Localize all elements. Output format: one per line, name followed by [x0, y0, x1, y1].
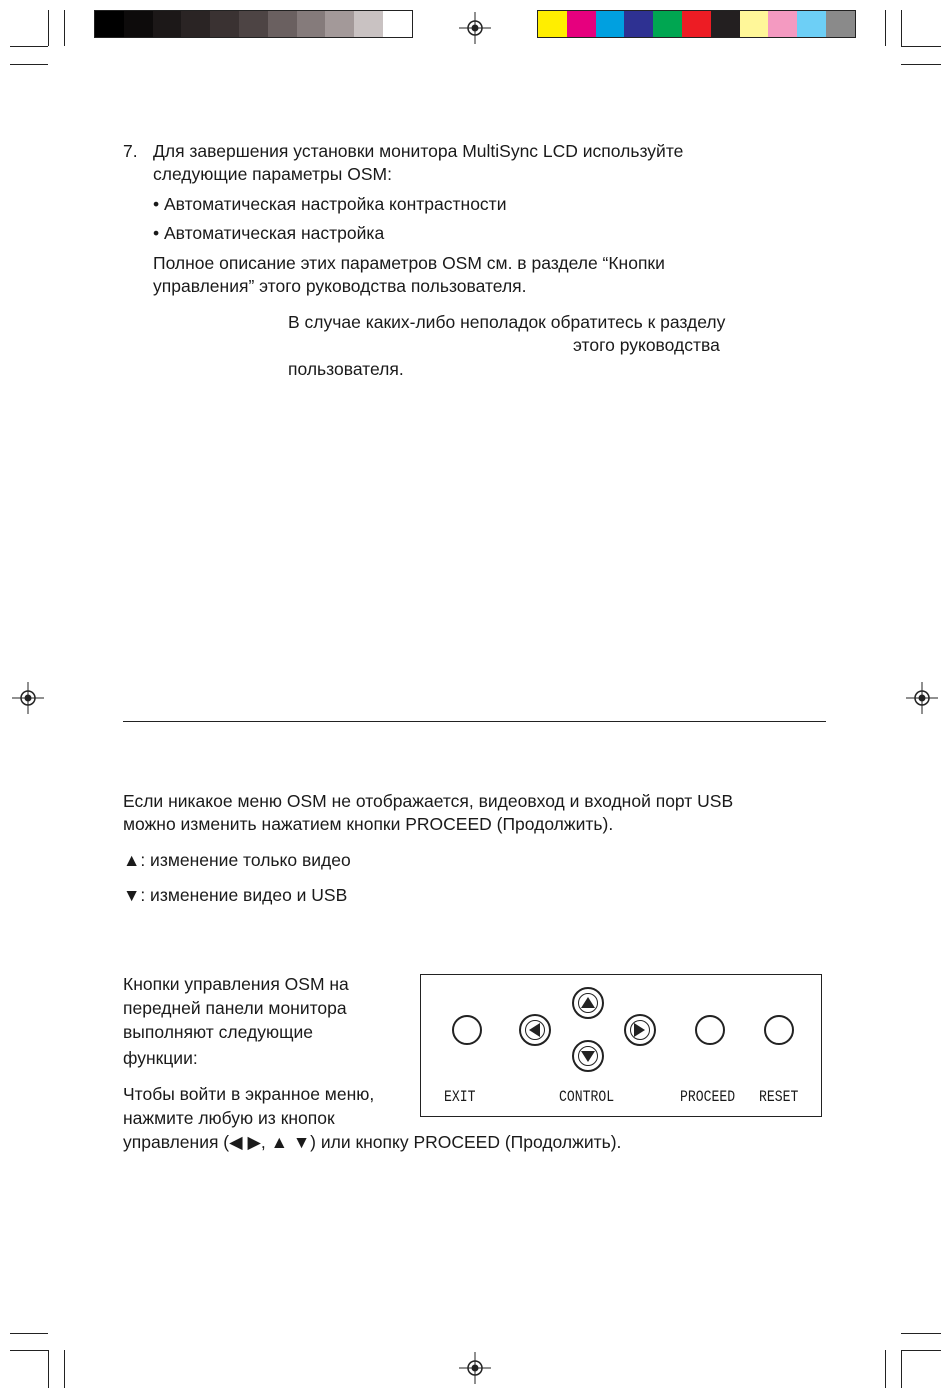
crop-mark: [885, 1350, 886, 1388]
color-calibration-strip: [537, 10, 856, 38]
color-swatch: [383, 11, 412, 37]
note-line: пользователя.: [288, 359, 404, 379]
controls-paragraph-line: нажмите любую из кнопок: [123, 1108, 335, 1128]
exit-label: EXIT: [444, 1088, 476, 1106]
color-swatch: [268, 11, 297, 37]
right-arrow-icon: [634, 1023, 645, 1037]
up-arrow-icon: [581, 997, 595, 1008]
crop-mark: [901, 1350, 941, 1351]
crop-mark: [64, 1350, 65, 1388]
section-divider: [123, 721, 826, 722]
registration-mark-icon: [459, 12, 491, 44]
color-swatch: [567, 11, 596, 37]
controls-paragraph-line: функции:: [123, 1048, 198, 1068]
crop-mark: [64, 10, 65, 46]
color-swatch: [740, 11, 769, 37]
step-number: 7.: [123, 141, 138, 161]
crop-mark: [10, 1350, 48, 1351]
proceed-label: PROCEED: [680, 1088, 736, 1106]
color-swatch: [124, 11, 153, 37]
controls-paragraph-line: Чтобы войти в экранное меню,: [123, 1084, 375, 1104]
description-line: Полное описание этих параметров OSM см. в разделе “Кнопки: [153, 253, 665, 273]
color-swatch: [153, 11, 182, 37]
down-arrow-item: [123, 884, 347, 907]
note-line: этого руководства: [573, 335, 720, 355]
bullet-item: • Автоматическая настройка контрастности: [153, 194, 507, 214]
color-swatch: [682, 11, 711, 37]
color-swatch: [297, 11, 326, 37]
up-triangle-icon: ▲: [123, 850, 141, 870]
registration-mark-icon: [906, 682, 938, 714]
reset-button[interactable]: [764, 1015, 794, 1045]
crop-mark: [901, 1333, 941, 1334]
color-swatch: [797, 11, 826, 37]
grayscale-calibration-strip: [94, 10, 413, 38]
color-swatch: [239, 11, 268, 37]
down-arrow-text: : изменение видео и USB: [140, 885, 348, 905]
color-swatch: [711, 11, 740, 37]
color-swatch: [538, 11, 567, 37]
crop-mark: [10, 64, 48, 65]
crop-mark: [48, 10, 49, 46]
step-text-line: Для завершения установки монитора MultiSync LCD используйте: [153, 141, 684, 161]
registration-mark-icon: [459, 1352, 491, 1384]
color-swatch: [354, 11, 383, 37]
crop-mark: [885, 10, 886, 46]
color-swatch: [768, 11, 797, 37]
color-swatch: [181, 11, 210, 37]
down-triangle-icon: ▼: [123, 885, 141, 905]
crop-mark: [901, 64, 941, 65]
crop-mark: [10, 46, 48, 47]
controls-paragraph-line: выполняют следующие: [123, 1022, 313, 1042]
paragraph-line: Если никакое меню OSM не отображается, видеовход и входной порт USB: [123, 791, 734, 811]
exit-button[interactable]: [452, 1015, 482, 1045]
up-arrow-text: : изменение только видео: [140, 850, 351, 870]
color-swatch: [596, 11, 625, 37]
description-line: управления” этого руководства пользователя.: [153, 276, 527, 296]
color-swatch: [624, 11, 653, 37]
color-swatch: [826, 11, 855, 37]
bullet-item: • Автоматическая настройка: [153, 223, 385, 243]
color-swatch: [325, 11, 354, 37]
color-swatch: [210, 11, 239, 37]
controls-paragraph-line: Кнопки управления OSM на: [123, 974, 349, 994]
reset-label: RESET: [759, 1088, 799, 1106]
paragraph-line: можно изменить нажатием кнопки PROCEED (Продолжить).: [123, 814, 614, 834]
step-text-line: следующие параметры OSM:: [153, 164, 392, 184]
registration-mark-icon: [12, 682, 44, 714]
down-arrow-icon: [581, 1051, 595, 1062]
color-swatch: [653, 11, 682, 37]
crop-mark: [10, 1333, 48, 1334]
controls-paragraph-line: передней панели монитора: [123, 998, 347, 1018]
color-swatch: [95, 11, 124, 37]
controls-paragraph-line: управления (◀ ▶, ▲ ▼) или кнопку PROCEED (Продолжить).: [123, 1132, 622, 1152]
crop-mark: [901, 10, 902, 46]
up-arrow-item: [123, 849, 351, 872]
control-panel-diagram: [420, 974, 822, 1117]
control-label: CONTROL: [559, 1088, 615, 1106]
crop-mark: [901, 1350, 902, 1388]
crop-mark: [48, 1350, 49, 1388]
proceed-button[interactable]: [695, 1015, 725, 1045]
note-line: В случае каких-либо неполадок обратитесь к разделу: [288, 312, 726, 332]
crop-mark: [901, 46, 941, 47]
left-arrow-icon: [529, 1023, 540, 1037]
